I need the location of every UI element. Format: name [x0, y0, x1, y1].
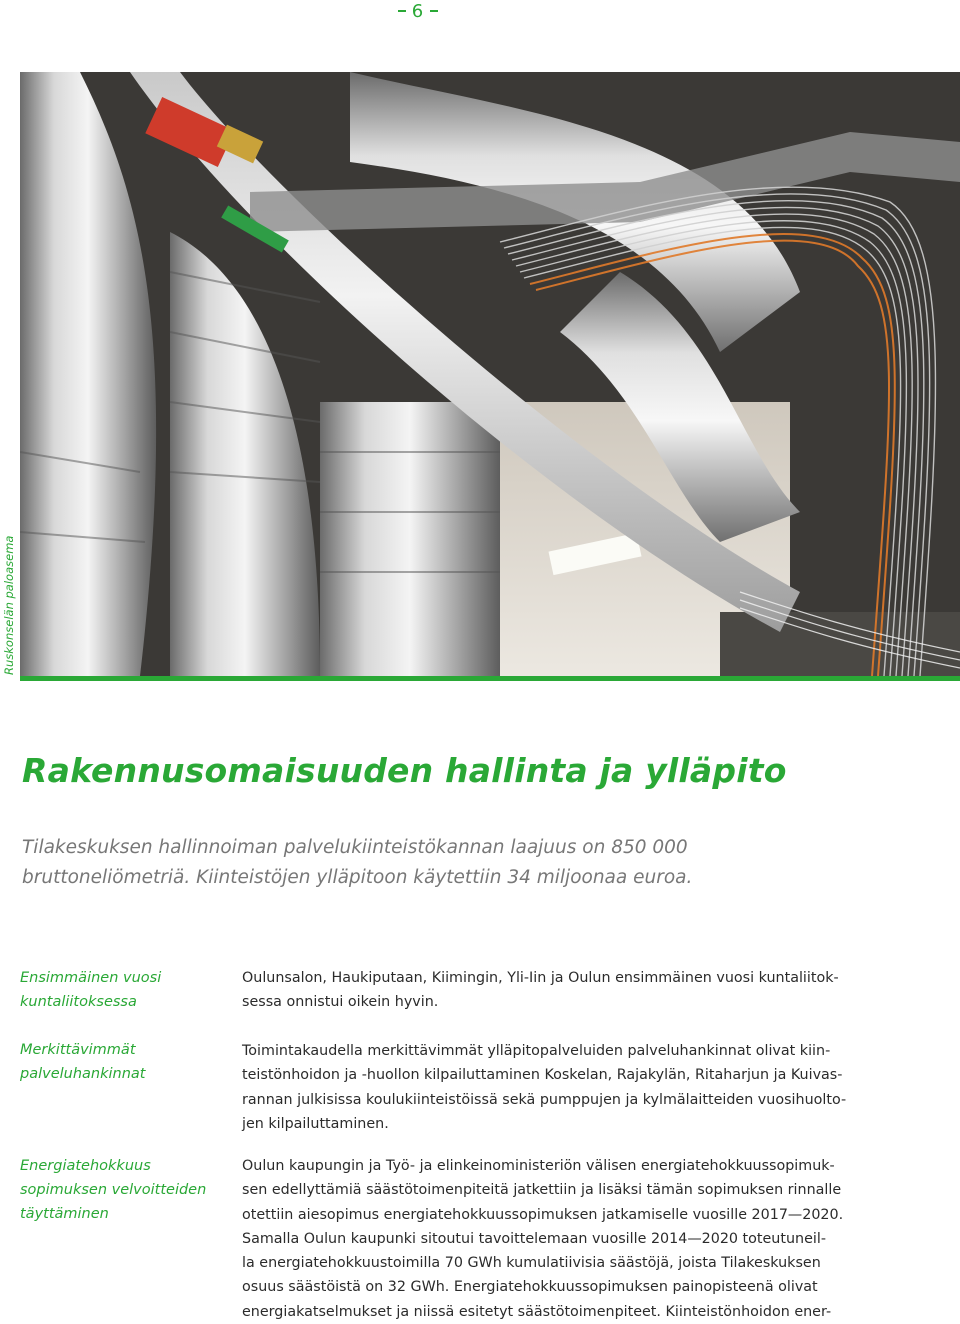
body-line: Oulunsalon, Haukiputaan, Kiimingin, Yli-Iin ja Oulun ensimmäinen vuosi kuntaliitok- [242, 970, 839, 986]
paragraph-energy-agreement [242, 1154, 843, 1324]
lead-paragraph [22, 833, 882, 893]
side-note-procurements [20, 1038, 145, 1086]
side-note-line: palveluhankinnat [20, 1066, 146, 1082]
lead-line-2: bruttoneliömetriä. Kiinteistöjen ylläpitoon käytettiin 34 miljoonaa euroa. [22, 867, 693, 888]
body-line: Samalla Oulun kaupunki sitoutui tavoittelemaan vuosille 2014—2020 toteutuneil- [242, 1230, 826, 1247]
photo-caption-vertical: Ruskonselän paloasema [2, 535, 16, 675]
page-number-dash-left [398, 10, 406, 12]
side-note-line: kuntaliitoksessa [20, 994, 137, 1010]
body-line: energiakatselmukset ja niissä esitetyt säästötoimenpiteet. Kiinteistönhoidon ener- [242, 1303, 832, 1320]
side-note-energy-efficiency [20, 1154, 206, 1226]
hero-photo-illustration [20, 72, 960, 676]
body-line: sen edellyttämiä säästötoimenpiteitä jatkettiin ja lisäksi tämän sopimuksen rinnalle [242, 1182, 842, 1199]
paragraph-merger-year [242, 966, 839, 1015]
side-note-line: Ensimmäinen vuosi [20, 970, 162, 986]
body-line: Oulun kaupungin ja Työ- ja elinkeinoministeriön välisen energiatehokkuussopimuk- [242, 1158, 835, 1174]
body-line: la energiatehokkuustoimilla 70 GWh kumulatiivisia säästöjä, joista Tilakeskuksen [242, 1255, 821, 1272]
body-line: otettiin aiesopimus energiatehokkuussopimuksen jatkamiselle vuosille 2017—2020. [242, 1206, 844, 1223]
paragraph-procurements [242, 1039, 846, 1136]
body-line: jen kilpailuttaminen. [242, 1115, 389, 1132]
page-title: Rakennusomaisuuden hallinta ja ylläpito [22, 751, 787, 790]
page-number [392, 0, 444, 22]
side-note-line: täyttäminen [20, 1206, 109, 1222]
body-line: teistönhoidon ja -huollon kilpailuttaminen Koskelan, Rajakylän, Ritaharjun ja Kuivas- [242, 1067, 843, 1084]
side-note-first-year [20, 966, 161, 1014]
body-line: Toimintakaudella merkittävimmät ylläpitopalveluiden palveluhankinnat olivat kiin- [242, 1043, 831, 1059]
green-divider [20, 676, 960, 681]
hero-photo [20, 72, 960, 676]
lead-line-1: Tilakeskuksen hallinnoiman palvelukiinteistökannan laajuus on 850 000 [22, 837, 688, 858]
page-number-dash-right [430, 10, 438, 12]
body-line: osuus säästöistä on 32 GWh. Energiatehokkuussopimuksen painopisteenä olivat [242, 1279, 818, 1296]
body-line: rannan julkisissa koulukiinteistöissä sekä pumppujen ja kylmälaitteiden vuosihuolto- [242, 1091, 847, 1108]
side-note-line: Energiatehokkuus [20, 1158, 151, 1174]
body-line: sessa onnistui oikein hyvin. [242, 994, 439, 1011]
page-number-value: 6 [411, 0, 425, 22]
side-note-line: Merkittävimmät [20, 1042, 136, 1058]
side-note-line: sopimuksen velvoitteiden [20, 1182, 207, 1198]
